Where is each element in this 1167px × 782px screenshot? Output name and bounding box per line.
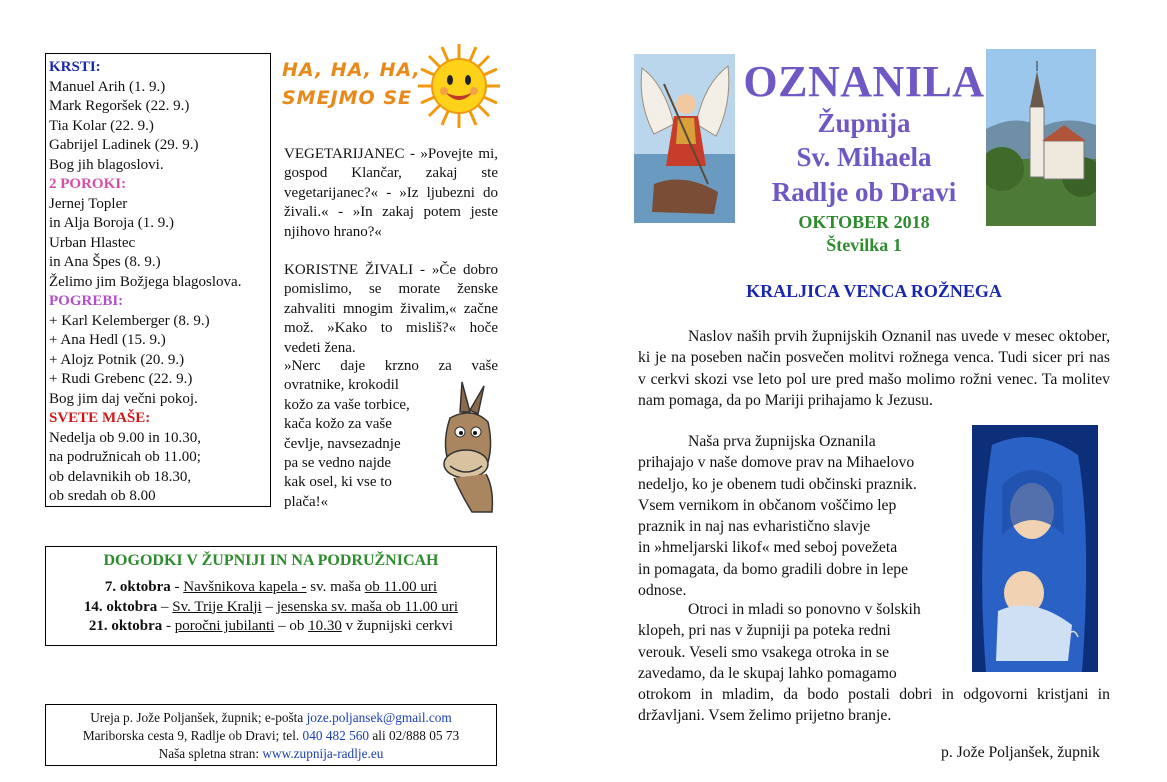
joke-vegetarian: VEGETARIJANEC - »Povejte mi, gospod Klančar, zakaj ste vegetarijanec?« - »Iz ljubezni do živali.« - »In zakaj potem jeste njihovo hrano?« [284,146,498,240]
event-place: Navšnikova kapela - [183,579,307,595]
event-place: poročni jubilanti [174,618,275,634]
list-item: ob sredah ob 8.00 [49,488,156,504]
event-desc: sv. maša [306,579,365,595]
event-row [46,578,496,598]
list-item: + Alojz Potnik (20. 9.) [49,351,185,368]
joke-useful-animals: KORISTNE ŽIVALI - »Če dobro pomislimo, se morate ženske zahvaliti mnogim živalim,« začne mož. »Kako to misliš?« hoče vedeti žena. [284,262,498,356]
article-line: nedeljo, ko je obenem tudi občinski praznik. [638,475,917,493]
weddings-list [49,195,267,293]
event-date: 14. oktobra [83,598,158,615]
sun-icon [418,42,500,130]
issue-number: Številka 1 [826,235,902,255]
masses-header: SVETE MAŠE: [49,410,151,426]
list-item: na podružnicah ob 11.00; [49,449,201,465]
jokes-title-line1: HA, HA, HA, [282,59,421,81]
funerals-list [49,312,267,410]
joke-line: plača!« [284,493,329,510]
email-link[interactable]: joze.poljansek@gmail.com [306,710,452,725]
event-location: v župnijski cerkvi [341,618,454,634]
baptisms-header: KRSTI: [49,59,101,75]
joke-line: kožo za vaše torbice, [284,396,410,413]
list-item: Mark Regoršek (22. 9.) [49,98,190,114]
parish-records-box [45,53,271,507]
article-line: odnose. [638,582,687,600]
event-row [46,617,496,637]
footer-text: ali 02/888 05 73 [369,728,460,743]
list-item: Bog jih blagoslovi. [49,156,164,173]
list-item: + Ana Hedl (15. 9.) [49,332,166,348]
article-line: in »hmeljarski likof« med seboj povežeta [638,539,898,557]
article-line: Vsem vernikom in občanom voščimo lep [638,496,897,514]
joke-line: pa se vedno najde [284,455,392,472]
article-line: in pomagata, da bomo gradili dobre in lepe [638,560,909,578]
footer-text: Ureja p. Jože Poljanšek, župnik; e-pošta [90,710,307,725]
footer-line-address [46,727,496,745]
footer-text: Mariborska cesta 9, Radlje ob Dravi; tel. [82,728,303,743]
funerals-header: POGREBI: [49,293,124,309]
website-link[interactable]: www.zupnija-radlje.eu [262,746,384,761]
event-sep: - [162,618,175,634]
list-item: + Rudi Grebenc (22. 9.) [49,371,193,387]
joke-line: »Nerc daje krzno za vaše [284,358,498,374]
church-photo [986,49,1096,226]
joke-line: kača kožo za vaše [284,416,392,433]
article-paragraph [638,599,968,684]
event-date: 21. oktobra [88,618,163,634]
list-item: Gabrijel Ladinek (29. 9.) [49,137,199,153]
newsletter-title: OZNANILA [743,57,985,106]
article-line: verouk. Veseli smo vsakega otroka in se [638,643,890,661]
list-item: Jernej Topler [49,195,128,212]
jokes-title [282,56,422,112]
signature: p. Jože Poljanšek, župnik [940,744,1100,761]
jokes-title-line2: SMEJMO SE [282,87,412,109]
madonna-and-child-image [972,425,1098,672]
phone-number: 040 482 560 [302,728,370,743]
baptisms-list [49,78,267,176]
list-item: Urban Hlastec [49,234,136,251]
article-line: zavedamo, da le skupaj lahko pomagamo [638,664,897,682]
list-item: Nedelja ob 9.00 in 10.30, [49,429,202,446]
event-desc: – [261,598,277,615]
article-line: Naša prva župnijska Oznanila [688,433,876,450]
editor-footer [45,704,497,766]
parish-label: Župnija [817,108,911,138]
footer-line-editor [46,709,496,727]
event-time: ob 11.00 uri [364,579,438,595]
article-paragraph-end: otrokom in mladim, da bodo postali dobri in odgovorni kristjani in državljani. Vsem želimo prijetno branje. [638,686,1110,725]
list-item: in Alja Boroja (1. 9.) [49,215,174,231]
masses-list [49,429,267,507]
event-desc: – ob [274,618,309,634]
list-item: ob delavnikih ob 18.30, [49,468,192,485]
article-line: Otroci in mladi so ponovno v šolskih [688,601,921,618]
joke-line: ovratnike, krokodil [284,377,399,394]
issue-date: OKTOBER 2018 [798,212,930,232]
list-item: + Karl Kelemberger (8. 9.) [49,312,210,329]
event-time: 10.30 [308,618,342,634]
joke-line: čevlje, navsezadnje [284,435,401,452]
article-paragraph: Naslov naših prvih župnijskih Oznanil nas uvede v mesec oktober, ki je na poseben način posvečen molitvi rožnega venca. Tudi sicer pri nas v cerkvi skozi vse leto pol ure pred mašo molimo rožni venec. Ta molitev nam pomaga, da po Mariji prihajamo k Jezusu. [638,328,1110,409]
list-item: Želimo jim Božjega blagoslova. [49,273,242,290]
event-time: jesenska sv. maša ob 11.00 uri [276,598,459,615]
event-sep: - [170,579,184,595]
list-item: in Ana Špes (8. 9.) [49,254,161,270]
saint-michael-image [634,54,735,223]
event-row [46,598,496,618]
parish-name: Sv. Mihaela [796,142,932,172]
events-box [45,546,497,646]
article-line: praznik in naj nas evharistično slavje [638,518,871,536]
list-item: Tia Kolar (22. 9.) [49,117,154,134]
joke-line: kak osel, ki vse to [284,474,392,491]
event-sep: – [157,598,173,615]
article-paragraph [638,431,968,601]
list-item: Bog jim daj večni pokoj. [49,390,198,407]
article-line: prihajajo v naše domove prav na Mihaelovo [638,454,915,472]
events-title: DOGODKI V ŽUPNIJI IN NA PODRUŽNICAH [103,552,439,569]
article-title: KRALJICA VENCA ROŽNEGA [746,281,1002,301]
event-place: Sv. Trije Kralji [172,598,262,615]
parish-location: Radlje ob Dravi [771,177,957,207]
footer-text: Naša spletna stran: [158,746,263,761]
weddings-header: 2 POROKI: [49,176,127,192]
article-line: klopeh, pri nas v župniji pa poteka redni [638,622,891,640]
footer-line-website [46,745,496,763]
donkey-illustration [432,378,500,514]
list-item: Manuel Arih (1. 9.) [49,78,166,95]
event-date: 7. oktobra [104,579,171,595]
